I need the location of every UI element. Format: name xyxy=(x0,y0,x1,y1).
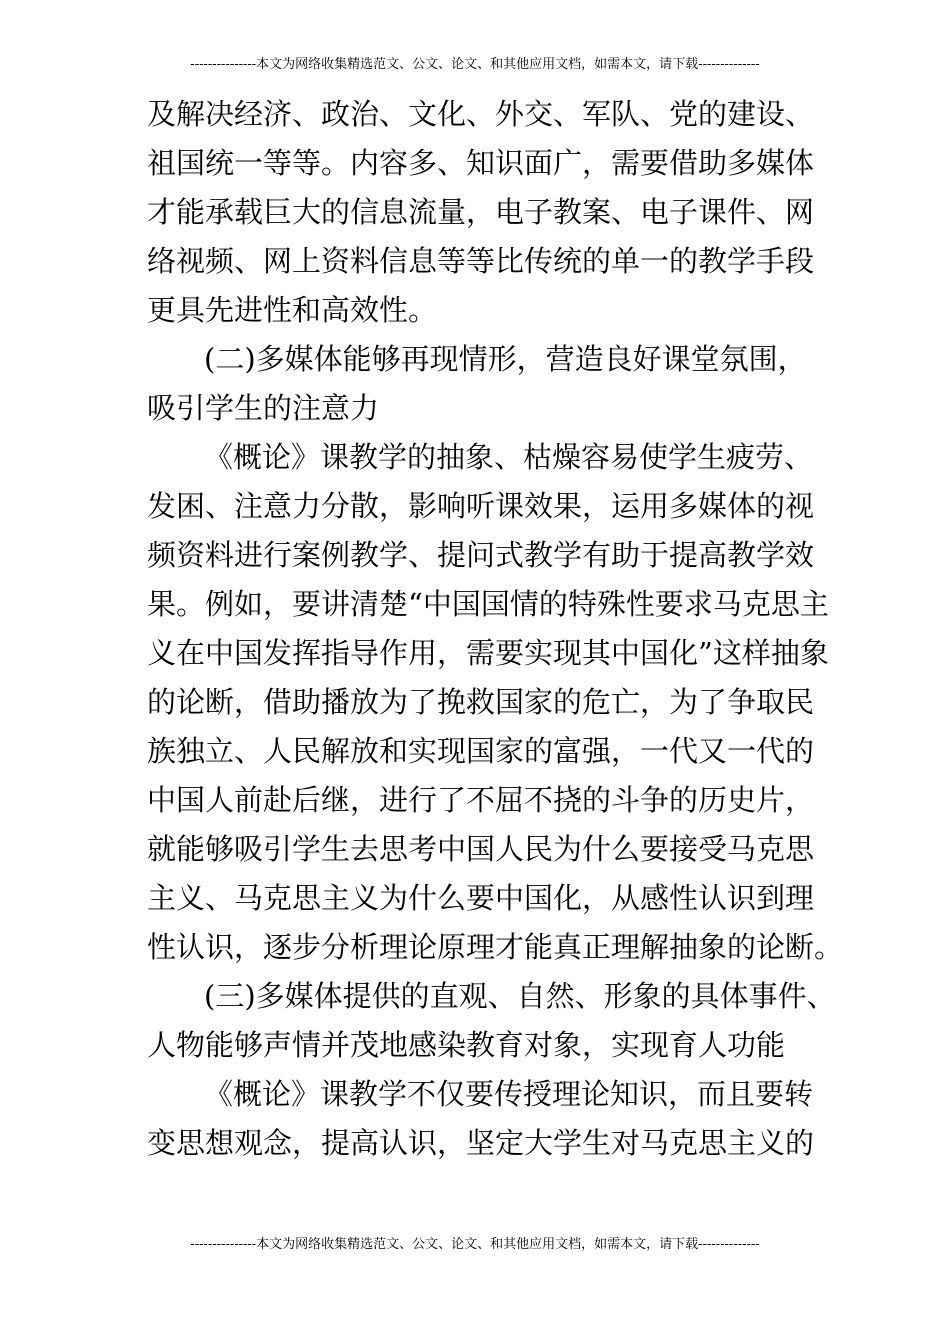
text-line: 及解决经济、政治、文化、外交、军队、党的建设、 xyxy=(147,97,815,131)
section-heading-line: 人物能够声情并茂地感染教育对象，实现育人功能 xyxy=(147,1028,786,1062)
text-line: 《概论》课教学的抽象、枯燥容易使学生疲劳、 xyxy=(204,440,814,474)
document-body xyxy=(147,90,844,1168)
text-line: 祖国统一等等。内容多、知识面广，需要借助多媒体 xyxy=(147,146,815,180)
text-line: 义在中国发挥指导作用，需要实现其中国化”这样抽象 xyxy=(147,636,829,670)
section-heading-line: 吸引学生的注意力 xyxy=(147,391,380,425)
text-line: 性认识，逐步分析理论原理才能真正理解抽象的论断。 xyxy=(147,930,844,964)
text-line: 更具先进性和高效性。 xyxy=(147,293,438,327)
section-heading-line: (三)多媒体提供的直观、自然、形象的具体事件、 xyxy=(204,979,836,1013)
section-heading-line: (二)多媒体能够再现情形，营造良好课堂氛围， xyxy=(204,342,807,376)
text-line: 族独立、人民解放和实现国家的富强，一代又一代的 xyxy=(147,734,815,768)
text-line: 络视频、网上资料信息等等比传统的单一的教学手段 xyxy=(147,244,815,278)
text-line: 主义、马克思主义为什么要中国化，从感性认识到理 xyxy=(147,881,815,915)
text-line: 的论断，借助播放为了挽救国家的危亡，为了争取民 xyxy=(147,685,815,719)
text-line: 果。例如，要讲清楚“中国国情的特殊性要求马克思主 xyxy=(147,587,829,621)
text-line: 才能承载巨大的信息流量，电子教案、电子课件、网 xyxy=(147,195,815,229)
text-line: 变思想观念，提高认识，坚定大学生对马克思主义的 xyxy=(147,1126,815,1160)
text-line: 就能够吸引学生去思考中国人民为什么要接受马克思 xyxy=(147,832,815,866)
text-line: 发困、注意力分散，影响听课效果，运用多媒体的视 xyxy=(147,489,815,523)
text-line: 中国人前赴后继，进行了不屈不挠的斗争的历史片， xyxy=(147,783,815,817)
page-header: ---------------本文为网络收集精选范文、公文、论文、和其他应用文档，如需本文，请下载-------------- xyxy=(190,57,760,72)
text-line: 《概论》课教学不仅要传授理论知识，而且要转 xyxy=(204,1077,814,1111)
page-footer: ---------------本文为网络收集精选范文、公文、论文、和其他应用文档，如需本文，请下载-------------- xyxy=(190,1237,760,1252)
text-line: 频资料进行案例教学、提问式教学有助于提高教学效 xyxy=(147,538,815,572)
